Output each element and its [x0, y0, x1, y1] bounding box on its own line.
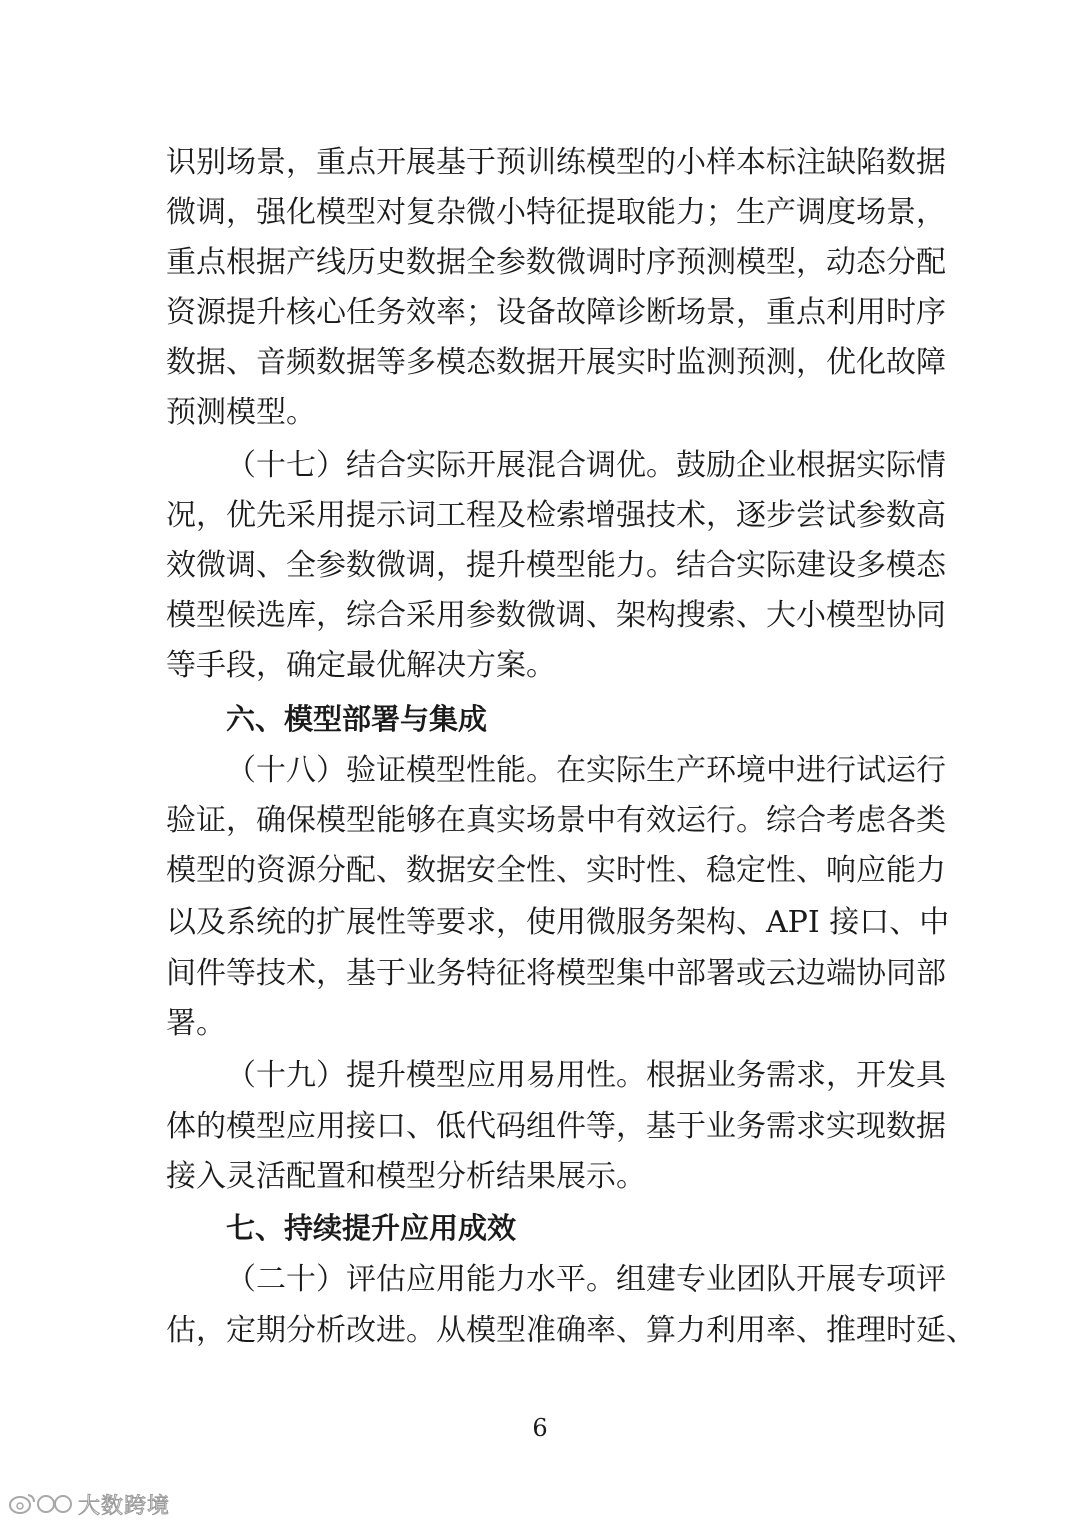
paragraph-line: 间件等技术，基于业务特征将模型集中部署或云边端协同部: [166, 956, 946, 991]
paragraph-line: （十七）结合实际开展混合调优。鼓励企业根据实际情: [226, 448, 946, 483]
paragraph-line: （二十）评估应用能力水平。组建专业团队开展专项评: [226, 1262, 946, 1297]
paragraph-line: 验证，确保模型能够在真实场景中有效运行。综合考虑各类: [166, 803, 946, 838]
paragraph-line: 模型候选库，综合采用参数微调、架构搜索、大小模型协同: [166, 598, 946, 633]
paragraph-line: 预测模型。: [166, 395, 316, 430]
section-heading: 六、模型部署与集成: [226, 702, 488, 736]
page-number: 6: [532, 1414, 548, 1442]
paragraph-line: 识别场景，重点开展基于预训练模型的小样本标注缺陷数据: [166, 145, 946, 180]
paragraph-line: 署。: [166, 1006, 226, 1041]
paragraph-line: 以及系统的扩展性等要求，使用微服务架构、API 接口、中: [166, 905, 950, 940]
paragraph-line: （十八）验证模型性能。在实际生产环境中进行试运行: [226, 753, 946, 788]
paragraph-line: 微调，强化模型对复杂微小特征提取能力；生产调度场景，: [166, 195, 946, 230]
watermark-text: 大数跨境: [78, 1493, 171, 1519]
paragraph-line: 效微调、全参数微调，提升模型能力。结合实际建设多模态: [166, 548, 946, 583]
paragraph-line: 模型的资源分配、数据安全性、实时性、稳定性、响应能力: [166, 853, 946, 888]
paragraph-line: （十九）提升模型应用易用性。根据业务需求，开发具: [226, 1058, 946, 1093]
paragraph-line: 等手段，确定最优解决方案。: [166, 648, 556, 683]
watermark: [8, 1488, 170, 1520]
paragraph-line: 重点根据产线历史数据全参数微调时序预测模型，动态分配: [166, 245, 946, 280]
paragraph-line: 数据、音频数据等多模态数据开展实时监测预测，优化故障: [166, 345, 946, 380]
paragraph-line: 估，定期分析改进。从模型准确率、算力利用率、推理时延、: [166, 1313, 976, 1348]
paragraph-line: 资源提升核心任务效率；设备故障诊断场景，重点利用时序: [166, 295, 946, 330]
paragraph-line: 况，优先采用提示词工程及检索增强技术，逐步尝试参数高: [166, 498, 946, 533]
weibo-logo-icon: [8, 1491, 72, 1517]
section-heading: 七、持续提升应用成效: [226, 1211, 517, 1245]
paragraph-line: 体的模型应用接口、低代码组件等，基于业务需求实现数据: [166, 1109, 946, 1144]
paragraph-line: 接入灵活配置和模型分析结果展示。: [166, 1159, 646, 1194]
